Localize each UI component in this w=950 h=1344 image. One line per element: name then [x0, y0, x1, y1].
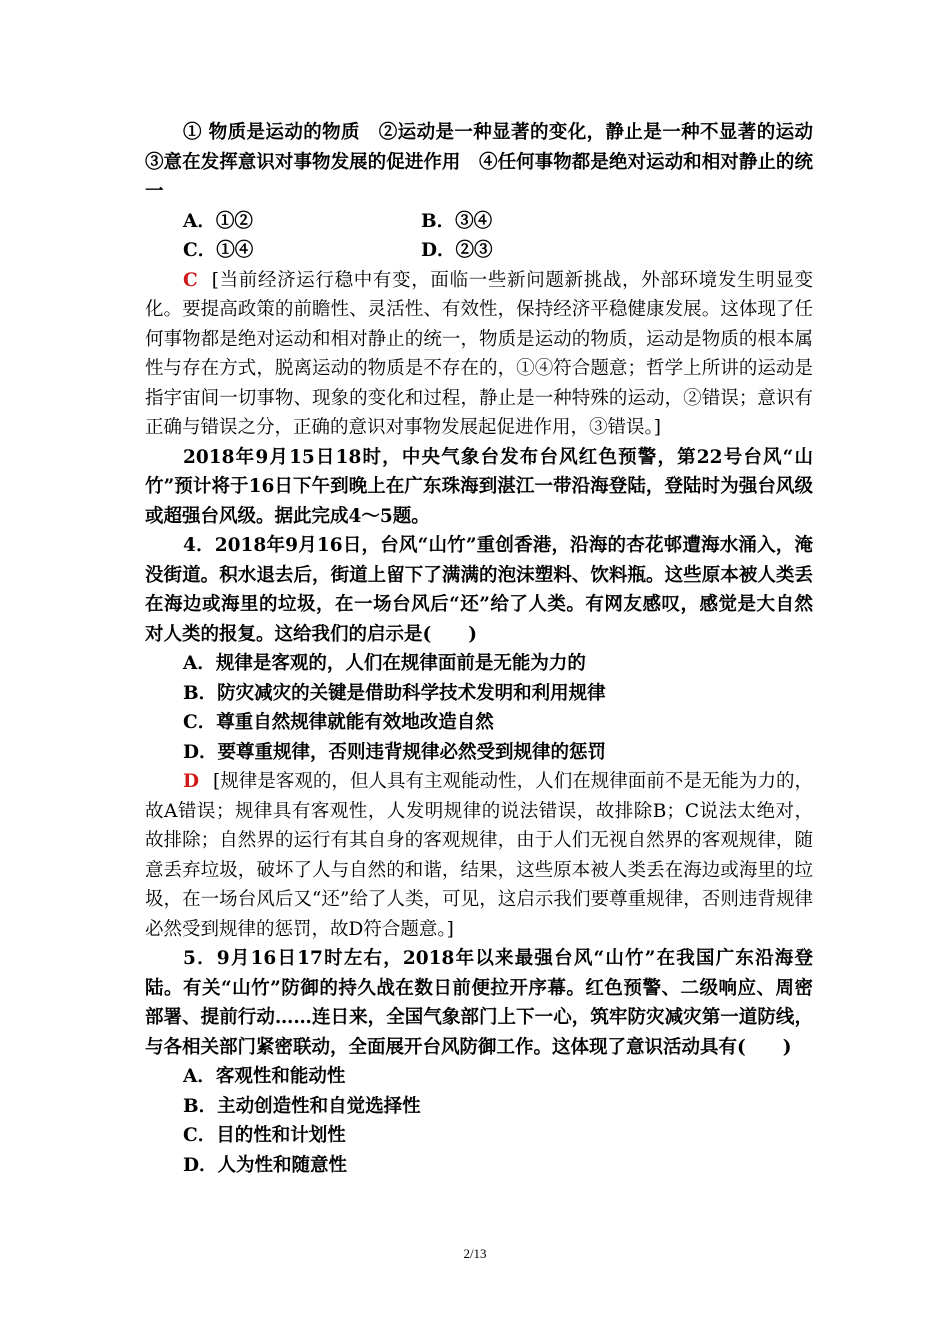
q3-option-b: B．③④ — [421, 210, 493, 232]
q5-option-d: D．人为性和随意性 — [183, 1154, 348, 1176]
q3-options-row-1 — [145, 207, 813, 237]
page-number: 2/13 — [463, 1246, 487, 1261]
q5-stem: 5．9月16日17时左右，2018年以来最强台风“山竹”在我国广东沿海登陆。有关“山竹”防御的持久战在数日前便拉开序幕。红色预警、二级响应、周密部署、提前行动……连日来，全国气象部门上下一心，筑牢防灾减灾第一道防线，与各相关部门紧密联动，全面展开台风防御工作。这体现了意识活动具有( ) — [145, 948, 813, 1058]
q3-option-c: C．①④ — [183, 240, 254, 261]
q3-option-d: D．②③ — [421, 240, 493, 261]
q3-options-row-2 — [145, 236, 813, 266]
q5-option-b: B．主动创造性和自觉选择性 — [183, 1095, 421, 1117]
q3-explanation-block — [145, 266, 813, 443]
q4-answer: D — [183, 771, 200, 792]
q4-option-a: A．规律是客观的，人们在规律面前是无能为力的 — [183, 653, 586, 674]
q4-option-d: D．要尊重规律，否则违背规律必然受到规律的惩罚 — [183, 741, 607, 763]
q5-option-a: A．客观性和能动性 — [183, 1066, 346, 1087]
material-passage: 2018年9月15日18时，中央气象台发布台风红色预警，第22号台风“山竹”预计将于16日下午到晚上在广东珠海到湛江一带沿海登陆，登陆时为强台风级或超强台风级。据此完成4～5题。 — [145, 446, 813, 527]
q4-option-c: C．尊重自然规律就能有效地改造自然 — [183, 712, 494, 733]
q3-stem: ① 物质是运动的物质 ②运动是一种显著的变化，静止是一种不显著的运动 ③意在发挥意识对事物发展的促进作用 ④任何事物都是绝对运动和相对静止的统一 — [145, 122, 832, 202]
document-body — [145, 118, 832, 1180]
q4-explanation: [规律是客观的，但人具有主观能动性，人们在规律面前不是无能为力的，故A错误；规律具有客观性，人发明规律的说法错误，故排除B；C说法太绝对，故排除；自然界的运行有其自身的客观规律，由于人们无视自然界的客观规律，随意丢弃垃圾，破坏了人与自然的和谐，结果，这些原本被人类丢在海边或海里的垃圾，在一场台风后又“还”给了人类，可见，这启示我们要尊重规律，否则违背规律必然受到规律的惩罚，故D符合题意。] — [145, 771, 813, 940]
q3-option-a: A．①② — [183, 210, 253, 232]
q4-stem: 4．2018年9月16日，台风“山竹”重创香港，沿海的杏花邨遭海水涌入，淹没街道。积水退去后，街道上留下了满满的泡沫塑料、饮料瓶。这些原本被人类丢在海边或海里的垃圾，在一场台风后“还”给了人类。有网友感叹，感觉是大自然对人类的报复。这给我们的启示是( ) — [145, 535, 813, 645]
q3-explanation: [当前经济运行稳中有变，面临一些新问题新挑战，外部环境发生明显变化。要提高政策的前瞻性、灵活性、有效性，保持经济平稳健康发展。这体现了任何事物都是绝对运动和相对静止的统一，物质是运动的物质，运动是物质的根本属性与存在方式，脱离运动的物质是不存在的，①④符合题意；哲学上所讲的运动是指宇宙间一切事物、现象的变化和过程，静止是一种特殊的运动，②错误；意识有正确与错误之分，正确的意识对事物发展起促进作用，③错误。] — [145, 269, 813, 438]
q4-option-b: B．防灾减灾的关键是借助科学技术发明和利用规律 — [183, 682, 606, 704]
q4-explanation-block — [145, 767, 813, 944]
q3-answer: C — [183, 269, 198, 291]
q5-option-c: C．目的性和计划性 — [183, 1125, 346, 1146]
